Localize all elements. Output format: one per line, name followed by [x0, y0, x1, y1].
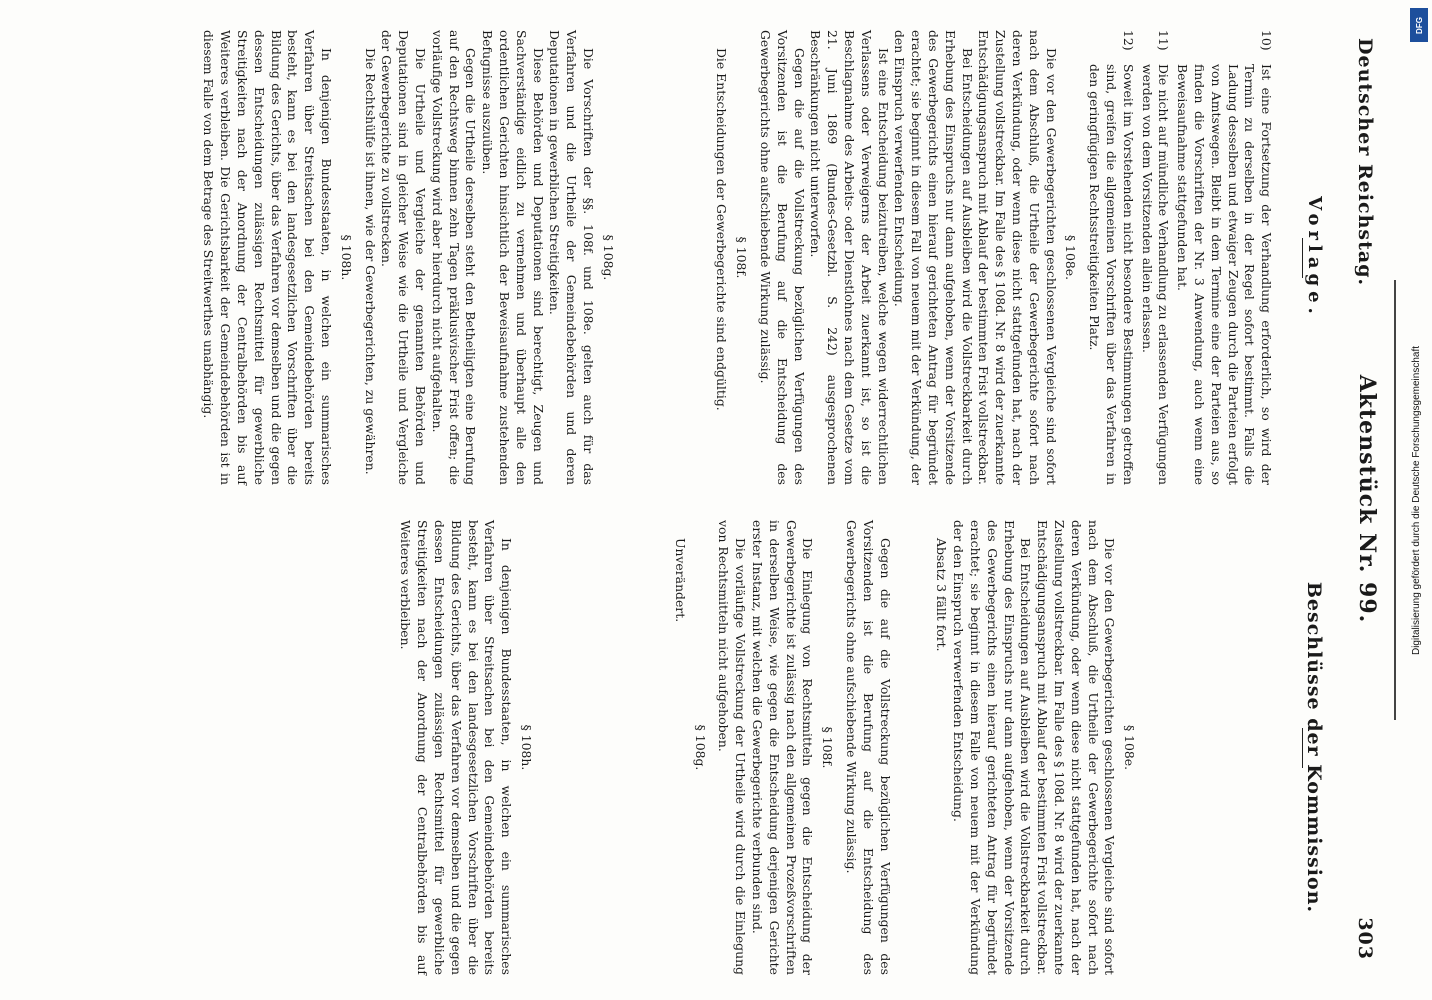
item-text: Die nicht auf mündliche Verhandlung zu erlassenden Verfügungen werden von dem Vorsitzenden allein erlassen.: [1139, 64, 1172, 485]
item-number: 12): [1120, 30, 1136, 51]
section-heading-108e: § 108e.: [1122, 724, 1138, 771]
paragraph: Die vor den Gewerbegerichten geschlossenen Vergleiche sind sofort nach dem Abschluß, die Urtheile der Gewerbegerichte sofort nach deren Verkündung, oder wenn diese nicht stattgefunden hat, nach der Zustellung vollstreckbar. Im Falle des § 108d. Nr. 8 wird der zuerkannte Entschädigungsanspruch mit Ablauf der bestimmten Frist vollstreckbar.: [1035, 520, 1118, 975]
item-text: Ist eine Fortsetzung der Verhandlung erforderlich, so wird der Termin zu derselben in der Regel sofort bestimmt. Falls die Ladung desselben und etwaiger Zeugen durch die Parteien erfolgt von Amtswegen. Bleibt in dem Termine eine der Parteien aus, so finden die Vorschriften der Nr. 3 Anwendung, auch wenn eine Beweisaufnahme stattgefunden hat.: [1175, 64, 1275, 485]
spacer: [1144, 520, 1274, 975]
paragraph: Absatz 3 fällt fort.: [934, 538, 950, 652]
paragraph: Gegen die Urtheile derselben steht den Betheiligten eine Berufung auf den Rechtsweg binnen zehn Tagen präklusivischer Frist offen; die vorläufige Vollstreckung wird aber hierdurch nicht aufgehalten.: [429, 30, 479, 485]
section-heading-108f: § 108f.: [734, 236, 750, 279]
paragraph: Diese Behörden und Deputationen sind berechtigt, Zeugen und Sachverständige eidlich zu vernehmen und überhaupt alle den ordentlichen Gerichten hinsichtlich der Beweisaufnahme zustehenden Befugnisse auszuüben.: [480, 30, 546, 485]
item-number: 10): [1259, 30, 1275, 51]
section-heading-108h: § 108h.: [338, 234, 354, 281]
paragraph: Gegen die auf die Vollstreckung bezüglichen Verfügungen des Vorsitzenden ist die Berufung auf die Entscheidung des Gewerbegerichts ohne aufschiebende Wirkung zulässig.: [844, 520, 893, 975]
paragraph: Die Entscheidungen der Gewerbegerichte sind endgültig.: [714, 48, 730, 411]
paragraph: Die Einlegung von Rechtsmitteln gegen die Entscheidung der Gewerbegerichte ist zulässig nach den allgemeinen Prozeßvorschriften in derselben Weise, wie gegen die Entscheidung derjenigen Gerichte erster Instanz, mit welchen die Gewerbegerichte verbunden sind.: [750, 520, 816, 975]
dfg-logo-text: DFG: [1414, 16, 1424, 34]
paragraph: Bei Entscheidungen auf Ausbleiben wird die Vollstreckbarkeit durch Erhebung des Einspruchs nur dann aufgehoben, wenn der Vorsitzende des Gewerbegerichts einen hierauf gerichteten Antrag für begründet erachtet; sie beginnt in diesem Fall von neuem mit der Verkündung, der den Einspruch verwerfenden Entscheidung.: [892, 30, 975, 485]
paragraph: In denjenigen Bundesstaaten, in welchen ein summarisches Verfahren über Streitsachen bei den Gemeindebehörden bereits besteht, kann es bei den landesgesetzlichen Vorschriften über die Bildung des Gerichts, über das Verfahren vor demselben und die gegen dessen Entscheidungen zulässigen Rechtsmittel für gewerbliche Streitigkeiten nach der Anordnung der Centralbehörden bis auf Weiteres verbleiben. Die Gerichtsbarkeit der Gemeindebehörden ist in diesem Falle von dem Betrage des Streitwerthes unabhängig.: [201, 30, 334, 485]
left-column-vorlage: [40, 30, 1330, 485]
item-number: 11): [1156, 30, 1172, 51]
spacer: [893, 520, 933, 975]
paragraph: Die vorläufige Vollstreckung der Urtheile wird durch die Einlegung von Rechtsmitteln nicht aufgehoben.: [716, 520, 749, 975]
paragraph: Die Rechtshülfe ist ihnen, wie der Gewerbegerichten, zu gewähren.: [362, 48, 378, 475]
paragraph: Ist eine Entscheidung beizutreiben, welche wegen widerrechtlichen Verlassens oder Verweigerns der Arbeit zuerkannt ist, so ist die Beschlagnahme des Arbeits- oder Dienstlohnes nach dem Gesetze vom 21. Juni 1869 (Bundes-Gesetzbl. S. 242) ausgesprochenen Beschränkungen nicht unterworfen.: [808, 30, 891, 485]
paragraph: Die Urtheile und Vergleiche der genannten Behörden und Deputationen sind in gleicher Weise wie die Urtheile und Vergleiche der Gewerbegerichte zu vollstrecken.: [379, 30, 428, 485]
section-heading-108g: § 108g.: [692, 724, 708, 771]
list-item: [1085, 30, 1135, 485]
header-title: Deutscher Reichstag.: [1354, 38, 1376, 287]
item-text: Soweit im Vorstehenden nicht besondere Bestimmungen getroffen sind, greifen die allgemeinen Vorschriften über das Verfahren in den geringfügigen Rechtsstreitigkeiten Platz.: [1087, 64, 1136, 485]
list-item: [1138, 30, 1172, 485]
section-heading-108g: § 108g.: [600, 234, 616, 281]
header-document-number: Aktenstück Nr. 99.: [1354, 374, 1380, 624]
paragraph: Unverändert.: [672, 538, 688, 623]
left-heading-text: Vorlage.: [1304, 196, 1325, 319]
left-column-heading: [1302, 30, 1325, 485]
funding-note: [1404, 12, 1430, 988]
page-number: 303: [1354, 917, 1376, 960]
section-heading-108h: § 108h.: [519, 724, 535, 771]
spacer: [623, 30, 713, 485]
right-column-heading: [1302, 520, 1325, 975]
paragraph: Gegen die auf die Vollstreckung bezüglichen Verfügungen des Vorsitzenden ist die Berufung auf die Entscheidung des Gewerbegerichts ohne aufschiebende Wirkung zulässig.: [758, 30, 807, 485]
section-heading-108e: § 108e.: [1063, 234, 1079, 281]
spacer: [541, 520, 671, 975]
paragraph: In denjenigen Bundesstaaten, in welchen ein summarisches Verfahren über Streitsachen bei den Gemeindebehörden bereits besteht, kann es bei den landesgesetzlichen Vorschriften über die Bildung des Gerichts, über das Verfahren vor demselben und die gegen dessen Entscheidungen zulässigen Rechtsmittel für gewerbliche Streitigkeiten nach der Anordnung der Centralbehörden bis auf Weiteres verbleiben.: [398, 520, 515, 975]
section-heading-108f: § 108f.: [820, 726, 836, 769]
paragraph: Die Vorschriften der §§. 108f. und 108e. gelten auch für das Verfahren und die Urtheile der Gemeindebehörden und deren Deputationen in gewerblichen Streitigkeiten.: [547, 30, 596, 485]
list-item: [1173, 30, 1274, 485]
top-edge-mark: [1394, 280, 1400, 720]
page-header: [1346, 38, 1380, 960]
right-heading-text: Beschlüsse der Kommission.: [1303, 581, 1325, 914]
paragraph: Bei Entscheidungen auf Ausbleiben wird die Vollstreckbarkeit durch Erhebung des Einspruchs nur dann aufgehoben, wenn der Vorsitzende des Gewerbegerichts einen hierauf gerichteten Antrag für begründet erachtet; sie beginnt in diesem Falle von neuem mit der Verkündung der den Einspruch verwerfenden Entscheidung.: [951, 520, 1034, 975]
paragraph: Die vor den Gewerbegerichten geschlossenen Vergleiche sind sofort nach dem Abschluß, die Urtheile der Gewerbegerichte sofort nach deren Verkündung, oder wenn diese nicht stattgefunden hat, nach der Zustellung vollstreckbar. Im Falle des § 108d. Nr. 8 wird der zuerkannte Entschädigungsanspruch mit Ablauf der bestimmten Frist vollstreckbar.: [976, 30, 1059, 485]
right-column-beschluesse: [40, 520, 1330, 975]
funding-note-text: Digitalisierung gefördert durch die Deutsche Forschungsgemeinschaft: [1411, 345, 1423, 655]
